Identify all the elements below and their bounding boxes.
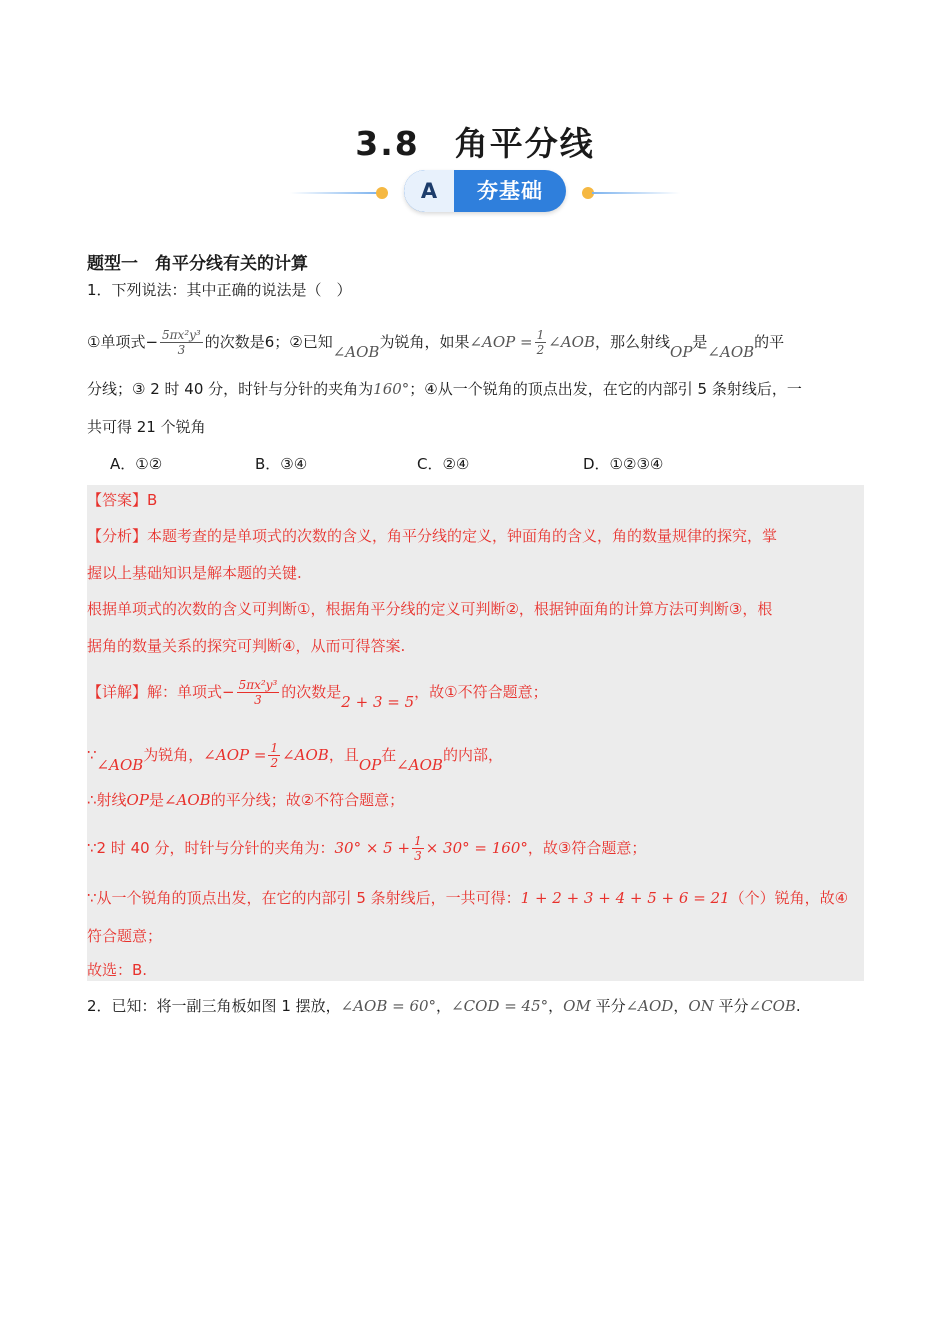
angle-aob: ∠AOB — [396, 756, 443, 774]
q1-text: 是 — [692, 333, 708, 351]
angle-160: 160° — [373, 380, 410, 398]
ray-op: OP — [670, 343, 693, 361]
detail-line-2 — [87, 735, 867, 775]
detail-line-1 — [87, 672, 867, 712]
clock-equation-part1: 30° × 5 + — [334, 839, 411, 857]
ray-on: ON — [688, 997, 714, 1015]
analysis-line-2: 握以上基础知识是解本题的关键. — [87, 564, 302, 582]
ray-om: OM — [563, 997, 591, 1015]
badge-label: 夯基础 — [477, 179, 543, 203]
half-fraction — [535, 328, 547, 357]
analysis-line-1: 【分析】本题考查的是单项式的次数的含义，角平分线的定义，钟面角的含义，角的数量规律的探究，掌 — [87, 527, 778, 545]
detail-text: 【详解】解：单项式− — [87, 683, 235, 701]
half-numerator: 1 — [536, 328, 545, 342]
monomial-fraction — [237, 678, 280, 707]
q1-text: ，那么射线 — [595, 333, 671, 351]
section-heading: 题型一 角平分线有关的计算 — [87, 254, 308, 274]
q1-text: 的次数是6；②已知 — [204, 333, 333, 351]
half-denominator: 2 — [270, 756, 279, 770]
angle-cod-45: ∠COD = 45° — [451, 997, 549, 1015]
q1-text: 的平 — [754, 333, 785, 351]
third-denominator: 3 — [414, 849, 422, 863]
q1-text: ；④从一个锐角的顶点出发，在它的内部引 5 条射线后，一 — [409, 380, 802, 398]
q2-stem — [87, 994, 867, 1018]
angle-aob: ∠AOB — [282, 746, 329, 764]
half-fraction — [268, 741, 280, 770]
clock-equation-part2: × 30° = 160° — [425, 839, 528, 857]
third-numerator: 1 — [414, 834, 422, 848]
angle-aob: ∠AOB — [548, 333, 595, 351]
detail-text: ，且 — [328, 746, 359, 764]
detail-text: （个）锐角，故④ — [729, 889, 849, 907]
third-fraction — [412, 834, 424, 863]
q2-text: . — [795, 997, 801, 1015]
monomial-denominator: 3 — [177, 343, 186, 357]
sum-equation: 1 + 2 + 3 + 4 + 5 + 6 = 21 — [520, 889, 730, 907]
q1-text: 分线；③ 2 时 40 分，时针与分针的夹角为 — [87, 380, 374, 398]
q2-text: ， — [673, 997, 689, 1015]
angle-aob: ∠AOB — [96, 756, 144, 774]
q1-text: 为锐角，如果 — [379, 333, 470, 351]
angle-aob-60: ∠AOB = 60° — [340, 997, 437, 1015]
detail-text: ∴射线 — [87, 791, 127, 809]
banner-line-right — [592, 192, 680, 194]
q2-text: ， — [436, 997, 452, 1015]
detail-text: 的内部， — [442, 746, 503, 764]
monomial-fraction — [160, 328, 203, 357]
analysis-line-3: 根据单项式的次数的含义可判断①，根据角平分线的定义可判断②，根据钟面角的计算方法可判断③，根 — [87, 600, 773, 618]
page-title: 3.8 角平分线 — [355, 124, 595, 163]
q1-stem: 1．下列说法：其中正确的说法是（ ） — [87, 281, 352, 299]
half-numerator: 1 — [270, 741, 279, 755]
detail-text: 的次数是 — [281, 683, 342, 701]
section-banner — [290, 168, 680, 214]
q1-line2 — [87, 377, 867, 401]
banner-dot-left — [376, 187, 388, 199]
banner-line-left — [290, 192, 378, 194]
angle-aop-eq: ∠AOP = — [203, 746, 267, 764]
level-badge — [404, 170, 566, 212]
detail-text: ，故①不符合题意； — [414, 683, 548, 701]
badge-letter: A — [404, 170, 454, 212]
option-d: D．①②③④ — [583, 455, 664, 473]
detail-line-6: 符合题意； — [87, 927, 163, 945]
angle-aod: ∠AOD — [625, 997, 674, 1015]
angle-aob: ∠AOB — [332, 343, 380, 361]
monomial-numerator: 5πx²y³ — [238, 678, 278, 692]
q2-text: 平分 — [590, 997, 626, 1015]
detail-text: 的平分线；故②不符合题意； — [210, 791, 405, 809]
q2-text: ， — [548, 997, 564, 1015]
detail-line-7: 故选：B. — [87, 961, 148, 979]
detail-text: ∵从一个锐角的顶点出发，在它的内部引 5 条射线后，一共可得： — [87, 889, 521, 907]
q1-line3: 共可得 21 个锐角 — [87, 418, 206, 436]
degree-equation: 2 + 3 = 5 — [341, 693, 415, 711]
q2-text: 平分 — [713, 997, 749, 1015]
angle-aob: ∠AOB — [163, 791, 211, 809]
q1-options — [110, 452, 810, 476]
option-b: B．③④ — [255, 455, 308, 473]
monomial-denominator: 3 — [254, 693, 262, 707]
option-c: C．②④ — [417, 455, 470, 473]
q1-line1 — [87, 322, 867, 362]
ray-op: OP — [126, 791, 149, 809]
because-symbol: ∵ — [87, 746, 97, 764]
detail-text: 在 — [381, 746, 397, 764]
angle-cob: ∠COB — [748, 997, 796, 1015]
detail-line-5 — [87, 886, 867, 910]
q2-text: 2．已知：将一副三角板如图 1 摆放， — [87, 997, 341, 1015]
ray-op: OP — [358, 756, 382, 774]
monomial-numerator: 5πx²y³ — [162, 328, 201, 342]
option-a: A．①② — [110, 455, 163, 473]
detail-line-3 — [87, 788, 867, 812]
angle-aob: ∠AOB — [707, 343, 755, 361]
half-denominator: 2 — [536, 343, 545, 357]
detail-text: ，故③符合题意； — [527, 839, 647, 857]
angle-aop-eq: ∠AOP = — [469, 333, 533, 351]
detail-line-4 — [87, 828, 867, 868]
q1-text: ①单项式− — [87, 333, 159, 351]
answer-line: 【答案】B — [87, 491, 158, 509]
analysis-line-4: 据角的数量关系的探究可判断④，从而可得答案. — [87, 637, 406, 655]
detail-text: 是 — [148, 791, 164, 809]
detail-text: ∵2 时 40 分，时针与分针的夹角为： — [87, 839, 335, 857]
detail-text: 为锐角， — [143, 746, 204, 764]
